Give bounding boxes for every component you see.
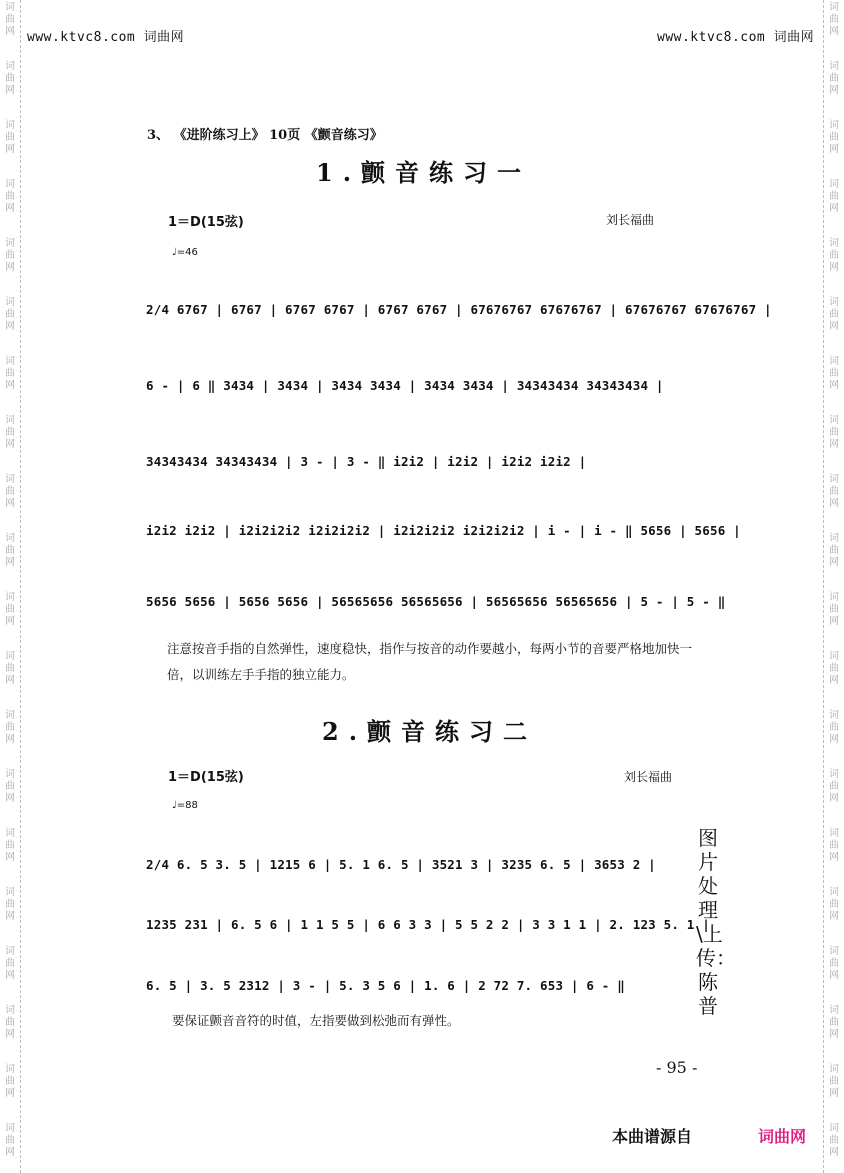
reference-line: 3、 《进阶练习上》 10页 《颤音练习》 (147, 128, 383, 143)
section-1-staff-line-5 (140, 588, 726, 618)
watermark-glyphs: 词 曲 网 (829, 2, 839, 37)
watermark-glyphs: 词 曲 网 (5, 887, 15, 922)
section-2-tempo: ♩=88 (172, 800, 198, 811)
notation-text: 2/4 6. 5 3. 5 | 1215 6 | 5. 1 6. 5 | 3521 3 | 3235 6. 5 | 3653 2 | (146, 857, 656, 872)
section-1-staff-line-1 (140, 296, 772, 326)
watermark-glyphs: 词 曲 网 (5, 710, 15, 745)
watermark-glyphs: 词 曲 网 (5, 1123, 15, 1158)
left-watermark-strip (0, 0, 21, 1173)
watermark-glyphs: 词 曲 网 (829, 1064, 839, 1099)
section-2-key: 1＝D(15弦) (168, 770, 244, 785)
watermark-glyphs: 词 曲 网 (829, 769, 839, 804)
watermark-glyphs: 词 曲 网 (829, 651, 839, 686)
section-1-staff-line-3 (140, 448, 700, 478)
watermark-glyphs: 词 曲 网 (5, 474, 15, 509)
watermark-glyphs: 词 曲 网 (5, 415, 15, 450)
watermark-glyphs: 词 曲 网 (5, 238, 15, 273)
watermark-glyphs: 词 曲 网 (829, 946, 839, 981)
section-2-staff-line-2 (140, 911, 710, 941)
uploader-credit: 图片处理\上传：陈普 (696, 826, 736, 1018)
section-1-composer: 刘长福曲 (606, 213, 655, 227)
watermark-glyphs: 词 曲 网 (829, 1005, 839, 1040)
watermark-glyphs: 词 曲 网 (829, 297, 839, 332)
section-1-staff-line-2 (140, 372, 700, 402)
brand-link[interactable]: 词曲网 (758, 1127, 807, 1146)
page-number: - 95 - (656, 1058, 698, 1077)
watermark-glyphs: 词 曲 网 (5, 120, 15, 155)
section-2-staff-line-1 (140, 851, 695, 881)
watermark-glyphs: 词 曲 网 (5, 179, 15, 214)
watermark-glyphs: 词 曲 网 (829, 238, 839, 273)
watermark-glyphs: 词 曲 网 (829, 474, 839, 509)
section-2-staff-line-3 (140, 972, 695, 1002)
watermark-glyphs: 词 曲 网 (829, 179, 839, 214)
watermark-glyphs: 词 曲 网 (5, 828, 15, 863)
section-1-tempo: ♩=46 (172, 247, 198, 258)
watermark-glyphs: 词 曲 网 (5, 1005, 15, 1040)
watermark-glyphs: 词 曲 网 (829, 592, 839, 627)
section-2-composer: 刘长福曲 (624, 770, 673, 784)
watermark-glyphs: 词 曲 网 (5, 946, 15, 981)
notation-text: 1235 231 | 6. 5 6 | 1 1 5 5 | 6 6 3 3 | 5 5 2 2 | 3 3 1 1 | 2. 123 5. 1 | (146, 917, 710, 932)
notation-text: 5656 5656 | 5656 5656 | 56565656 56565656 | 56565656 56565656 | 5 - | 5 - ‖ (146, 594, 726, 609)
notation-text: 6 - | 6 ‖ 3434 | 3434 | 3434 3434 | 3434 3434 | 34343434 34343434 | (146, 378, 664, 393)
watermark-glyphs: 词 曲 网 (5, 1064, 15, 1099)
header-site-right[interactable]: www.ktvc8.com 词曲网 (657, 30, 815, 45)
watermark-glyphs: 词 曲 网 (829, 120, 839, 155)
watermark-glyphs: 词 曲 网 (5, 592, 15, 627)
header-site-left[interactable]: www.ktvc8.com 词曲网 (27, 30, 185, 45)
watermark-glyphs: 词 曲 网 (829, 415, 839, 450)
watermark-glyphs: 词 曲 网 (5, 297, 15, 332)
watermark-glyphs: 词 曲 网 (5, 769, 15, 804)
watermark-glyphs: 词 曲 网 (5, 61, 15, 96)
watermark-glyphs: 词 曲 网 (5, 533, 15, 568)
watermark-glyphs: 词 曲 网 (829, 887, 839, 922)
right-watermark-strip (823, 0, 844, 1173)
watermark-glyphs: 词 曲 网 (829, 710, 839, 745)
watermark-glyphs: 词 曲 网 (829, 828, 839, 863)
watermark-glyphs: 词 曲 网 (5, 651, 15, 686)
section-1-practice-note: 注意按音手指的自然弹性，速度稳快，指作与按音的动作要越小，每两小节的音要严格地加快一倍，以训练左手手指的独立能力。 (167, 641, 693, 682)
notation-text: 2/4 6767 | 6767 | 6767 6767 | 6767 6767 | 67676767 67676767 | 67676767 67676767 | (146, 302, 772, 317)
watermark-glyphs: 词 曲 网 (5, 356, 15, 391)
notation-text: 34343434 34343434 | 3 - | 3 - ‖ i2i2 | i2i2 | i2i2 i2i2 | (146, 454, 587, 469)
watermark-glyphs: 词 曲 网 (829, 533, 839, 568)
section-1-title: 1.颤音练习一 (316, 158, 532, 187)
notation-text: 6. 5 | 3. 5 2312 | 3 - | 5. 3 5 6 | 1. 6 | 2 72 7. 653 | 6 - ‖ (146, 978, 625, 993)
source-label: 本曲谱源自 (612, 1127, 693, 1146)
section-1-staff-line-4 (140, 517, 741, 547)
section-1-key: 1＝D(15弦) (168, 215, 244, 230)
section-2-practice-note: 要保证颤音音符的时值，左指要做到松弛而有弹性。 (172, 1013, 460, 1028)
notation-text: i2i2 i2i2 | i2i2i2i2 i2i2i2i2 | i2i2i2i2 i2i2i2i2 | i - | i - ‖ 5656 | 5656 | (146, 523, 741, 538)
watermark-glyphs: 词 曲 网 (829, 1123, 839, 1158)
section-2-title: 2.颤音练习二 (322, 717, 538, 746)
watermark-glyphs: 词 曲 网 (829, 356, 839, 391)
watermark-glyphs: 词 曲 网 (829, 61, 839, 96)
watermark-glyphs: 词 曲 网 (5, 2, 15, 37)
